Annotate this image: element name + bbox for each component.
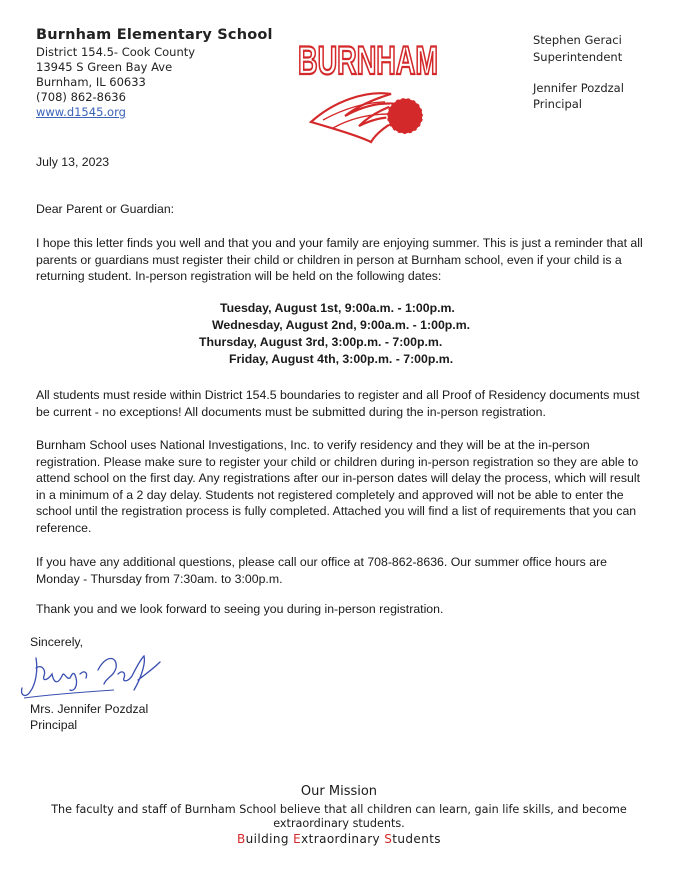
letter-date: July 13, 2023 xyxy=(36,155,110,169)
address-phone: (708) 862-8636 xyxy=(36,90,126,104)
principal-title: Principal xyxy=(533,97,583,111)
address-street: 13945 S Green Bay Ave xyxy=(36,60,173,74)
date-wednesday: Wednesday, August 2nd, 9:00a.m. - 1:00p.m. xyxy=(212,318,471,332)
paragraph-office-hours: If you have any additional questions, please call our office at 708-862-8636. Our summer office hours are Monday - Thursday from 7:30am. to 3:00p.m. xyxy=(36,555,608,586)
logo-wordmark: BURNHAM xyxy=(298,39,438,83)
school-name: Burnham Elementary School xyxy=(36,27,273,43)
paragraph-thanks: Thank you and we look forward to seeing you during in-person registration. xyxy=(36,602,444,616)
date-tuesday: Tuesday, August 1st, 9:00a.m. - 1:00p.m. xyxy=(220,301,455,315)
motto xyxy=(0,832,678,846)
signer-title: Principal xyxy=(30,718,78,732)
paragraph-verification: Burnham School uses National Investigations, Inc. to verify residency and they will be at the in-person registration. Please make sure to register your child or children during in-person registration so they are able to attend school on the first day. Any registrations after our in-person dates will delay the process, which will result in a minimum of a 2 day delay. Students not registered completely and approved will not be able to enter the school until the registration process is fully completed. Attached you will find a list of requirements that you can reference. xyxy=(36,438,640,535)
date-thursday: Thursday, August 3rd, 3:00p.m. - 7:00p.m. xyxy=(199,335,443,349)
paragraph-residency: All students must reside within District 154.5 boundaries to register and all Proof of Residency documents must be current - no exceptions! All documents must be submitted during the in-person registration. xyxy=(36,388,640,419)
superintendent-name: Stephen Geraci xyxy=(533,33,622,47)
signer-name: Mrs. Jennifer Pozdzal xyxy=(30,702,149,716)
burnham-logo xyxy=(293,20,443,165)
motto-letter-s: S xyxy=(384,832,393,846)
motto-part-xtraordinary: xtraordinary xyxy=(301,832,385,846)
motto-letter-b: B xyxy=(237,832,246,846)
address-city: Burnham, IL 60633 xyxy=(36,75,146,89)
salutation: Dear Parent or Guardian: xyxy=(36,202,175,216)
website-link[interactable]: www.d1545.org xyxy=(36,105,126,119)
paragraph-intro: I hope this letter finds you well and that you and your family are enjoying summer. This is just a reminder that all parents or guardians must register their child or children in person at Burnham school, even if your child is a returning student. In-person registration will be held on the following dates: xyxy=(36,236,643,283)
logo-fireball xyxy=(311,93,423,142)
address-district: District 154.5- Cook County xyxy=(36,45,196,59)
mission-statement: The faculty and staff of Burnham School believe that all children can learn, gain life skills, and become extraordinary students. xyxy=(51,803,627,830)
closing: Sincerely, xyxy=(30,635,84,649)
motto-part-uilding: uilding xyxy=(245,832,294,846)
principal-name: Jennifer Pozdzal xyxy=(533,81,624,95)
handwritten-signature xyxy=(14,640,164,710)
date-friday: Friday, August 4th, 3:00p.m. - 7:00p.m. xyxy=(229,352,454,366)
mission-title: Our Mission xyxy=(300,784,378,799)
motto-letter-e: E xyxy=(293,832,302,846)
superintendent-title: Superintendent xyxy=(533,50,623,64)
motto-part-tudents: tudents xyxy=(392,832,441,846)
